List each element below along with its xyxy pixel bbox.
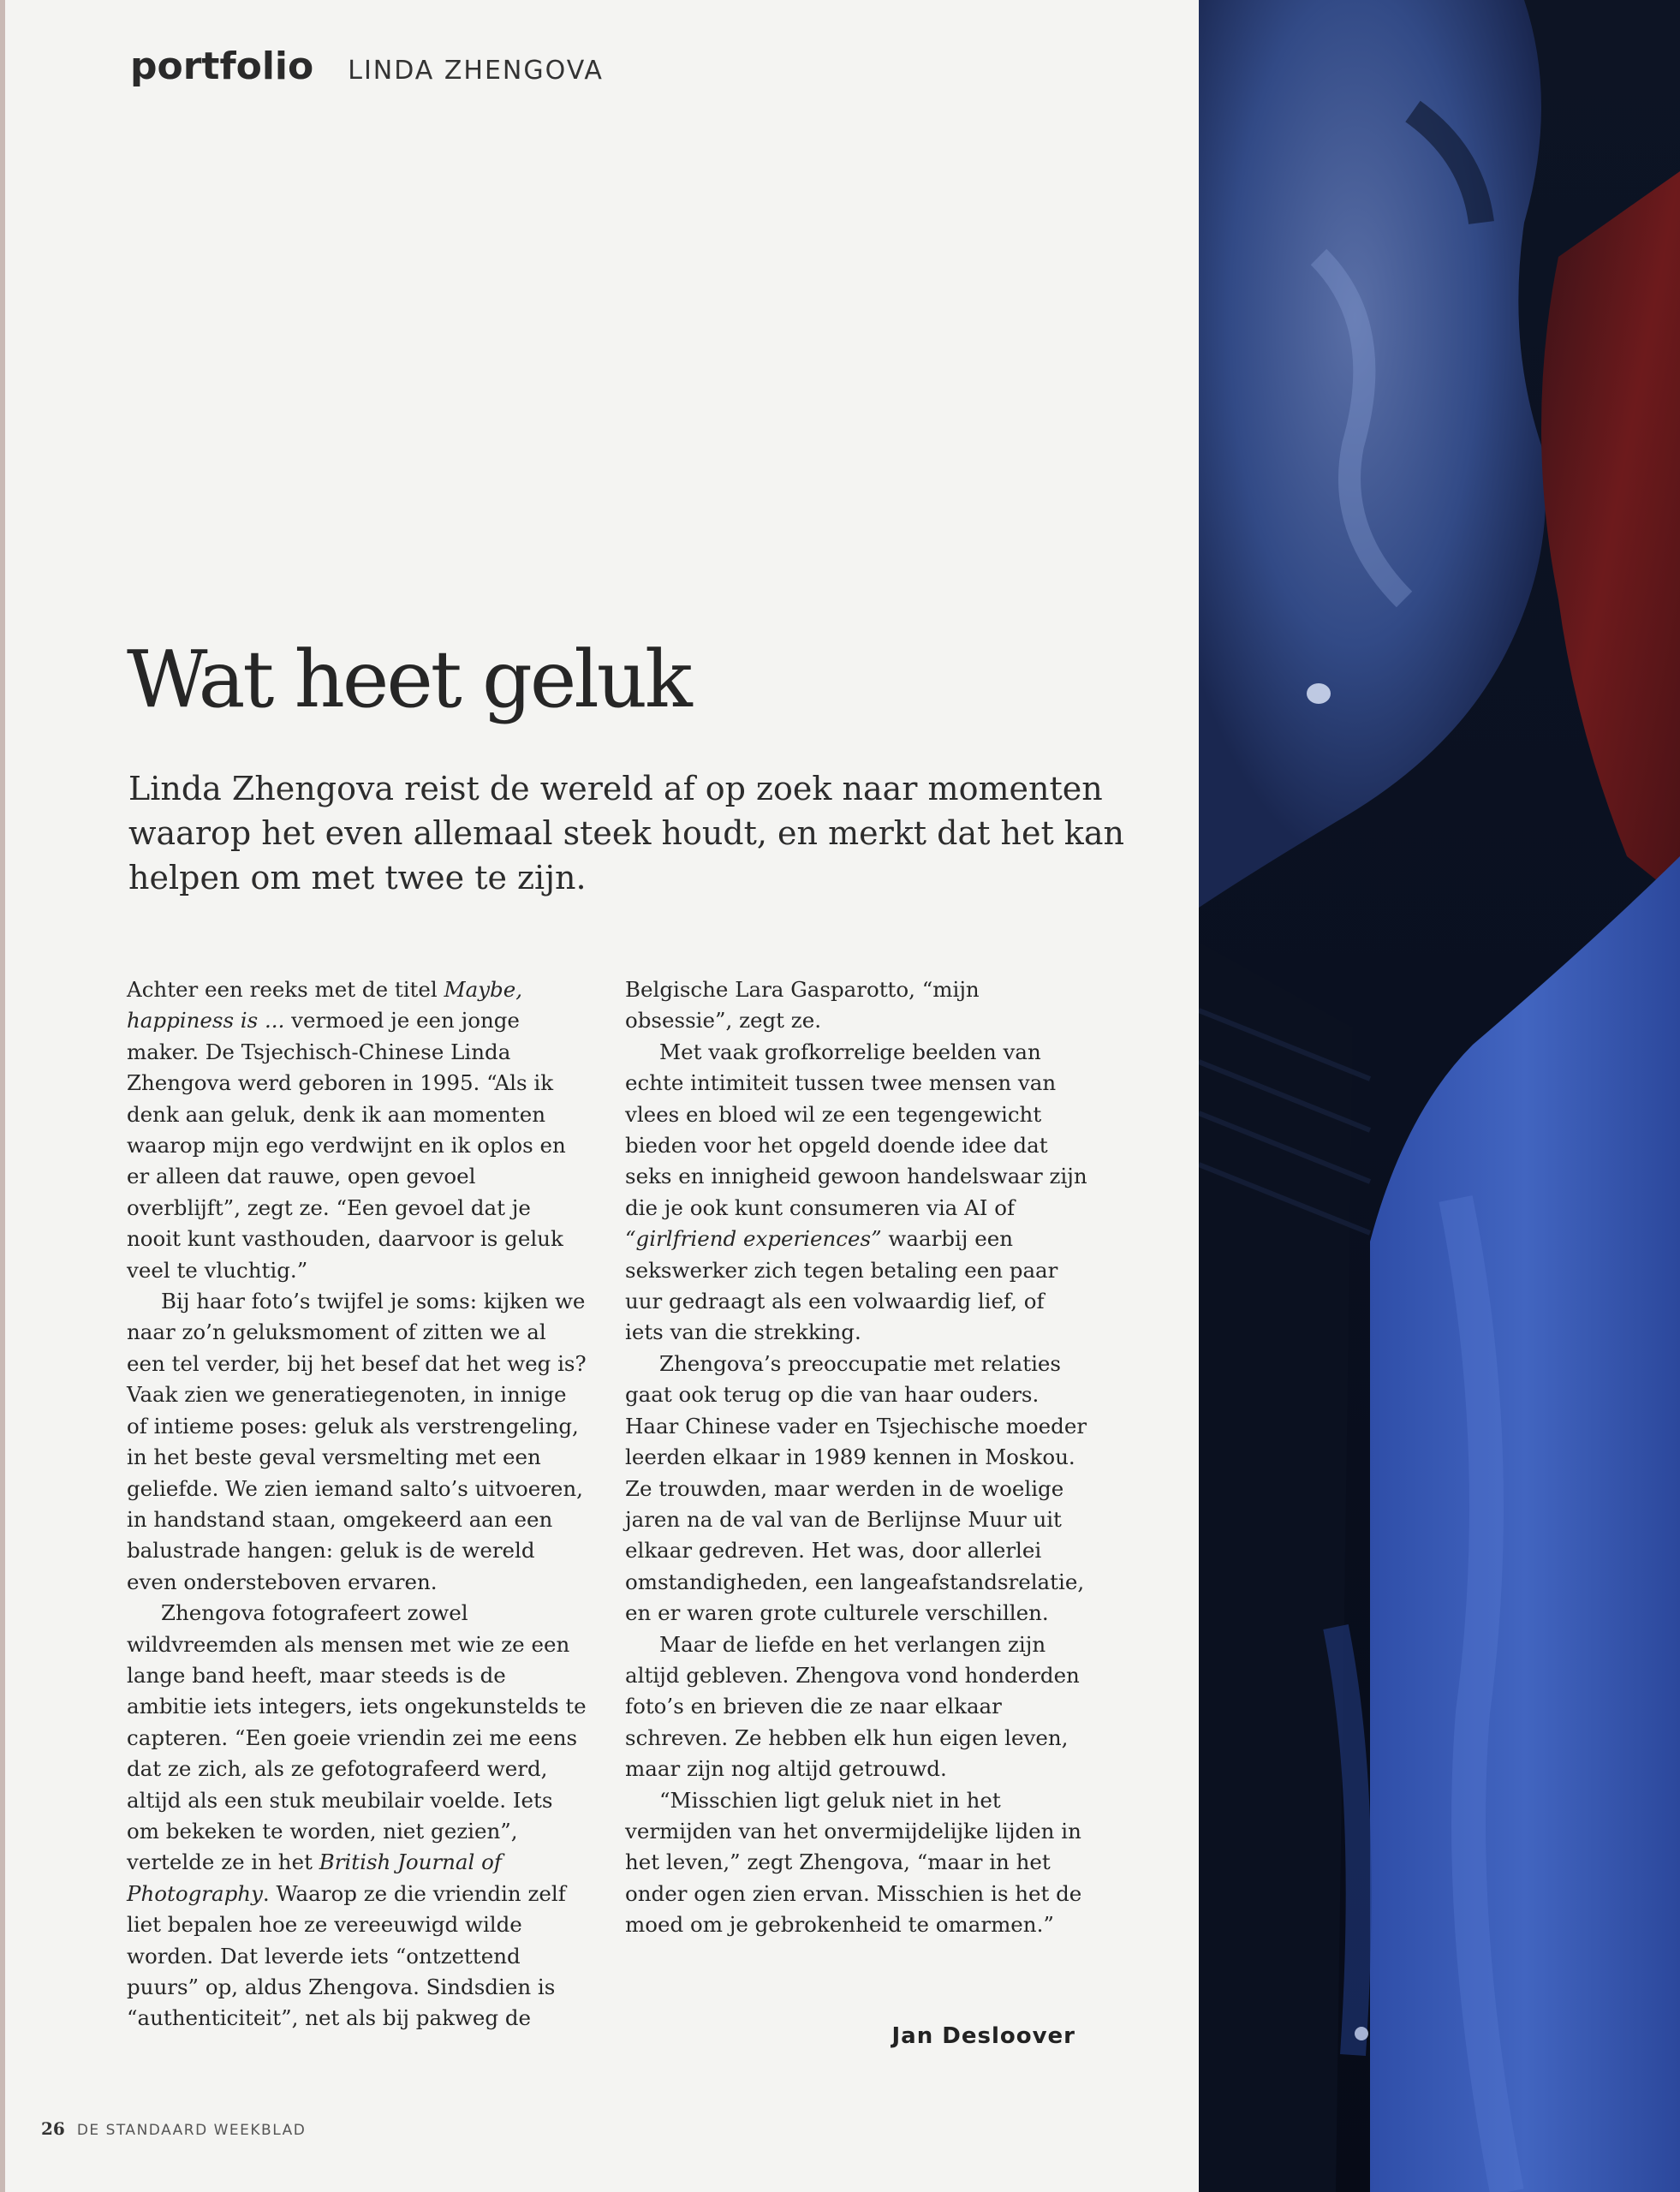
author-byline: Jan Desloover <box>891 2023 1075 2049</box>
paragraph: “Misschien ligt geluk niet in het vermijden van het onvermijdelijke lijden in het leven,” zegt Zhengova, “maar in het onder ogen zien ervan. Misschien is het de moed om je gebrokenheid te omarmen.” <box>625 1787 1082 1938</box>
publication-name: DE STANDAARD WEEKBLAD <box>76 2122 307 2139</box>
body-column-1 <box>127 974 589 2034</box>
paragraph: Zhengova’s preoccupatie met relaties gaat ook terug op die van haar ouders. Haar Chinese vader en Tsjechische moeder leerden elkaar in 1989 kennen in Moskou. Ze trouwden, maar werden in de woelige jaren na de val van de Berlijnse Muur uit elkaar gedreven. Het was, door allerlei omstandigheden, een langeafstandsrelatie, en er waren grote culturele verschillen. <box>625 1350 1087 1626</box>
page-footer <box>41 2118 306 2139</box>
section-header <box>130 45 604 96</box>
portfolio-photo <box>1199 0 1680 2192</box>
paragraph: Met vaak grofkorrelige beelden van echte intimiteit tussen twee mensen van vlees en bloed wil ze een tegengewicht bieden voor het opgeld doende idee dat seks en innigheid gewoon handelswaar zijn die je ook kunt consumeren via AI of “girlfriend experiences” waarbij een sekswerker zich tegen betaling een paar uur gedraagt als een volwaardig lief, of iets van die strekking. <box>625 1039 1087 1345</box>
section-label: portfolio <box>130 45 314 88</box>
paragraph: Belgische Lara Gasparotto, “mijn obsessie”, zegt ze. <box>625 977 980 1033</box>
page-number: 26 <box>41 2118 65 2139</box>
paragraph: Zhengova fotografeert zowel wildvreemden als mensen met wie ze een lange band heeft, maar steeds is de ambitie iets integers, iets ongekunstelds te capteren. “Een goeie vriendin zei me eens dat ze zich, als ze gefotografeerd werd, altijd als een stuk meubilair voelde. Iets om bekeken te worden, niet gezien”, vertelde ze in het British Journal of Photography. Waarop ze die vriendin zelf liet bepalen hoe ze vereeuwigd wilde worden. Dat leverde iets “ontzettend puurs” op, aldus Zhengova. Sindsdien is “authenticiteit”, net als bij pakweg de <box>127 1600 587 2031</box>
page-edge <box>0 0 5 2192</box>
article-lead: Linda Zhengova reist de wereld af op zoek naar momenten waarop het even allemaal steek houdt, en merkt dat het kan helpen om met twee te zijn. <box>128 770 1124 896</box>
article-headline: Wat heet geluk <box>127 634 690 725</box>
paragraph: Achter een reeks met de titel Maybe, happiness is ... vermoed je een jonge maker. De Tsjechisch-Chinese Linda Zhengova werd geboren in 1995. “Als ik denk aan geluk, denk ik aan momenten waarop mijn ego verdwijnt en ik oplos en er alleen dat rauwe, open gevoel overblijft”, zegt ze. “Een gevoel dat je nooit kunt vasthouden, daarvoor is geluk veel te vluchtig.” <box>127 977 566 1283</box>
body-column-2 <box>625 974 1087 1941</box>
photographer-name: LINDA ZHENGOVA <box>348 56 604 86</box>
photo-illustration <box>1199 0 1680 2192</box>
paragraph: Bij haar foto’s twijfel je soms: kijken we naar zo’n geluksmoment of zitten we al een tel verder, bij het besef dat het weg is? Vaak zien we generatiegenoten, in innige of intieme poses: geluk als verstrengeling, in het beste geval versmelting met een geliefde. We zien iemand salto’s uitvoeren, in handstand staan, omgekeerd aan een balustrade hangen: geluk is de wereld even ondersteboven ervaren. <box>127 1289 587 1594</box>
paragraph: Maar de liefde en het verlangen zijn altijd gebleven. Zhengova vond honderden foto’s en brieven die ze naar elkaar schreven. Ze hebben elk hun eigen leven, maar zijn nog altijd getrouwd. <box>625 1631 1080 1782</box>
